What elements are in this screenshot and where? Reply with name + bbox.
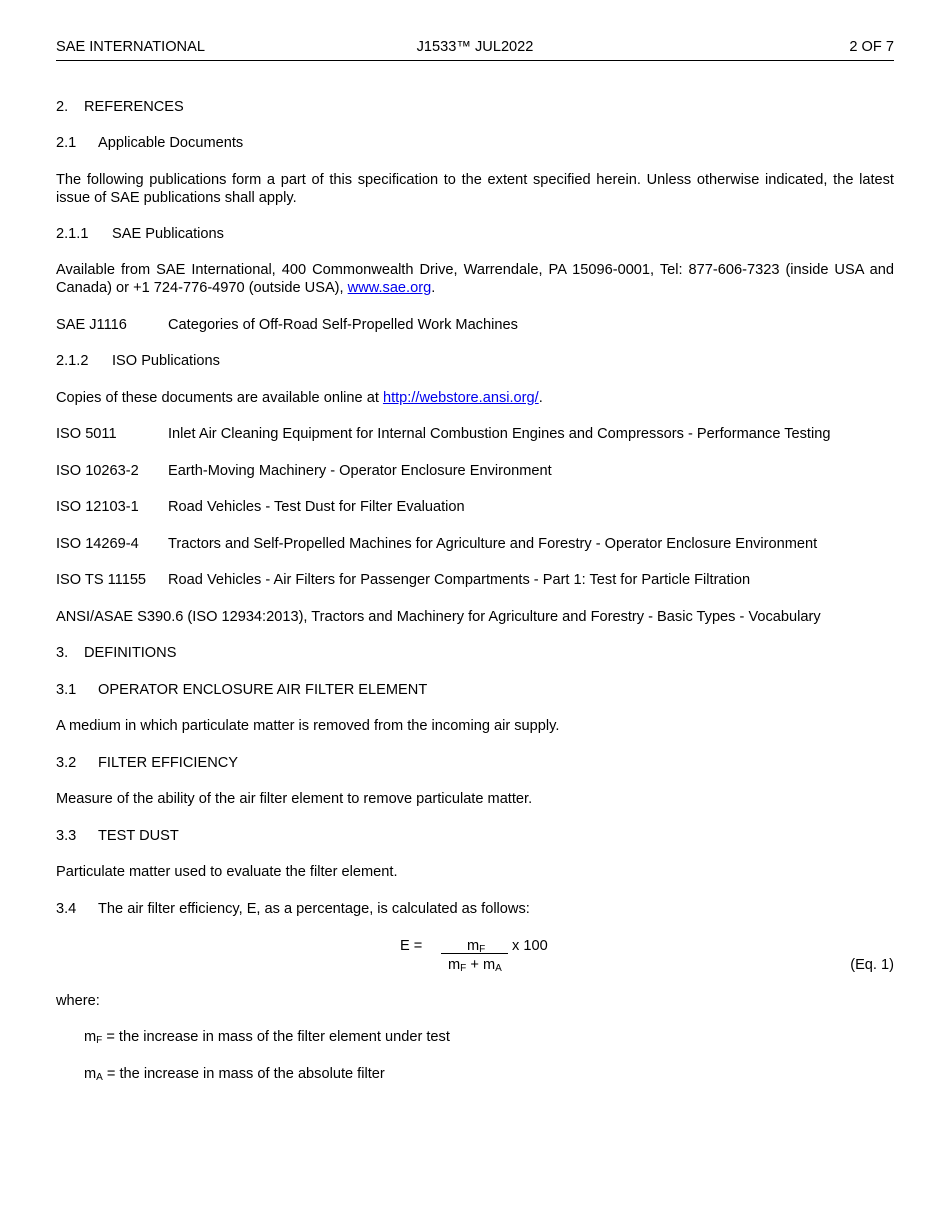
section-2-1-text: The following publications form a part of this specification to the extent specified herein. Unless otherwise indicated, the latest issue of SAE publications shall apply. [56,172,894,206]
section-3-4-text: 3.4 The air filter efficiency, E, as a percentage, is calculated as follows: [56,901,530,917]
section-2-1-1-heading: 2.1.1 SAE Publications [56,226,224,242]
section-2-1-2-heading: 2.1.2 ISO Publications [56,353,220,369]
section-3-3-heading: 3.3 TEST DUST [56,828,179,844]
reference-row: SAE J1116 Categories of Off-Road Self-Propelled Work Machines [56,317,518,333]
section-2-1-heading: 2.1 Applicable Documents [56,135,244,151]
section-2-heading: 2. REFERENCES [56,99,184,115]
sae-website-link[interactable]: www.sae.org [347,280,432,296]
reference-row: ISO 14269-4 Tractors and Self-Propelled Machines for Agriculture and Forestry - Operator Enclosure Environment [56,536,818,552]
section-3-heading: 3. DEFINITIONS [56,645,177,661]
section-3-2-text: Measure of the ability of the air filter element to remove particulate matter. [56,791,533,807]
where-label: where: [56,993,100,1009]
header-org: SAE INTERNATIONAL [56,39,205,55]
section-2-1-2-text: Copies of these documents are available online at http://webstore.ansi.org/. [56,390,543,406]
equation-numerator: $m_F$ [467,938,486,955]
reference-row: ISO 5011 Inlet Air Cleaning Equipment for Internal Combustion Engines and Compressors - Performance Testing [56,426,831,442]
reference-row: ISO 10263-2 Earth-Moving Machinery - Operator Enclosure Environment [56,463,552,479]
section-3-1-heading: 3.1 OPERATOR ENCLOSURE AIR FILTER ELEMENT [56,682,428,698]
equation-label: (Eq. 1) [850,957,894,973]
variable-definition: $m_F$ = the increase in mass of the filter element under test [84,1029,450,1046]
header-doc-id: J1533™ JUL2022 [416,39,534,55]
ansi-reference: ANSI/ASAE S390.6 (ISO 12934:2013), Tractors and Machinery for Agriculture and Forestry - Basic Types - Vocabulary [56,609,821,625]
fraction-bar [441,953,508,954]
page-header [56,38,894,61]
section-3-2-heading: 3.2 FILTER EFFICIENCY [56,755,239,771]
reference-row: ISO TS 11155 Road Vehicles - Air Filters for Passenger Compartments - Part 1: Test for Particle Filtration [56,572,751,588]
equation-multiplier: x 100 [512,938,548,954]
ansi-webstore-link[interactable]: http://webstore.ansi.org/ [382,390,539,406]
variable-definition: $m_A$ = the increase in mass of the absolute filter [84,1066,385,1083]
header-page-number: 2 OF 7 [849,39,894,55]
section-2-1-1-text: Available from SAE International, 400 Commonwealth Drive, Warrendale, PA 15096-0001, Tel: 877-606-7323 (inside USA and Canada) or +1 724-776-4970 (outside USA), www.sae.org. [56,262,894,296]
equation-denominator: $m_F + m_A$ [448,957,502,974]
reference-row: ISO 12103-1 Road Vehicles - Test Dust for Filter Evaluation [56,499,465,515]
section-3-3-text: Particulate matter used to evaluate the filter element. [56,864,398,880]
section-3-1-text: A medium in which particulate matter is removed from the incoming air supply. [56,718,560,734]
equation-lhs: E = [400,938,423,954]
